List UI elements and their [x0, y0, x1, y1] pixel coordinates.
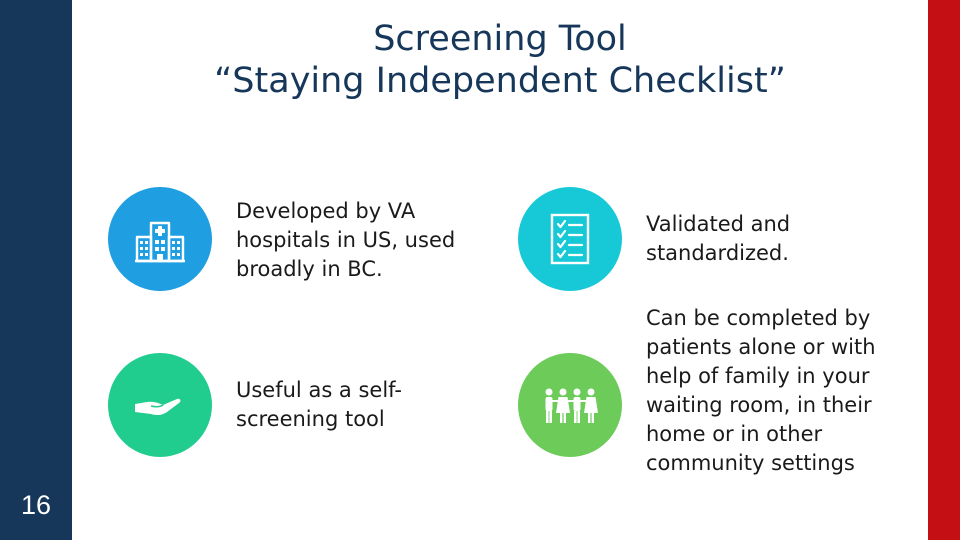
- hospital-icon-circle: [108, 187, 212, 291]
- slide-number: 16: [20, 490, 52, 520]
- feature-text-validated: Validated and standardized.: [646, 212, 791, 265]
- title-line-1: Screening Tool: [373, 19, 627, 59]
- checklist-icon-circle: [518, 187, 622, 291]
- feature-text-completion: Can be completed by patients alone or with help of family in your waiting room, in their home or in other community settings: [646, 306, 876, 475]
- helping-hand-icon-circle: [108, 353, 212, 457]
- people-group-icon-circle: [518, 353, 622, 457]
- feature-text-developed: Developed by VA hospitals in US, used broadly in BC.: [236, 199, 456, 281]
- helping-hand-icon: [133, 390, 187, 420]
- right-accent-band: [928, 0, 960, 540]
- people-group-icon: [542, 385, 598, 425]
- left-accent-band: [0, 0, 72, 540]
- feature-text-self-screening: Useful as a self-screening tool: [236, 378, 402, 431]
- hospital-icon: [133, 215, 187, 263]
- title-line-2: “Staying Independent Checklist”: [214, 61, 786, 101]
- checklist-icon: [550, 213, 590, 265]
- slide-title: [72, 18, 928, 102]
